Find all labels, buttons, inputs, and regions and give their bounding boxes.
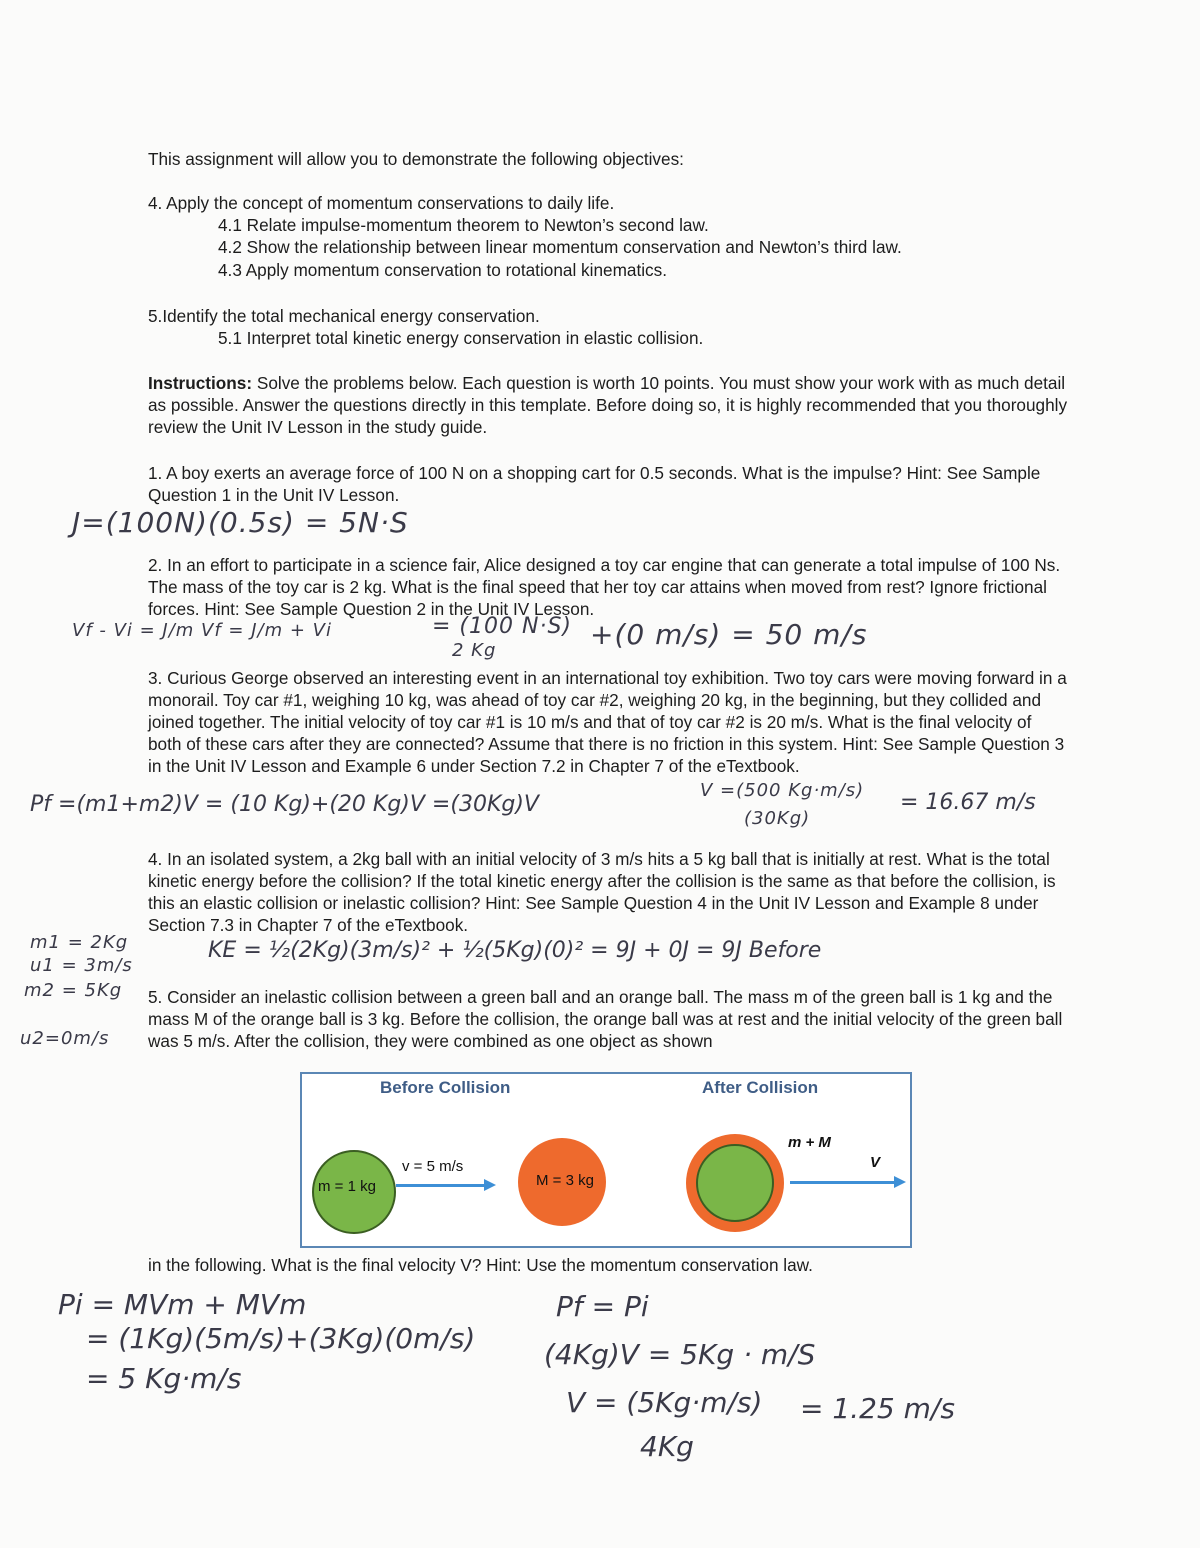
final-velocity-label: V [870,1154,881,1171]
answer-5-equation: (4Kg)V = 5Kg · m/S [544,1338,816,1371]
answer-5-momentum-initial: Pi = MVm + MVm [58,1288,307,1321]
answer-4-kinetic-energy: KE = ½(2Kg)(3m/s)² + ½(5Kg)(0)² = 9J + 0J = 9J Before [208,938,822,963]
answer-5-numerator: V = (5Kg·m/s) [566,1386,763,1419]
question-4: 4. In an isolated system, a 2kg ball with an initial velocity of 3 m/s hits a 5 kg ball that is initially at rest. What is the total kinetic energy before the collision? If the total kinetic energy after the collision is the same as that before the collision, is this an elastic collision or inelastic collision? Hint: See Sample Question 4 in the Unit IV Lesson and Example 8 under Section 7.3 in Chapter 7 of the eTextbook. [148,849,1056,935]
answer-1-handwriting: J=(100N)(0.5s) = 5N·S [72,506,409,539]
answer-5-final-result: = 1.25 m/s [800,1392,955,1425]
answer-4-u2: u2=0m/s [20,1028,110,1049]
objective-5-1: 5.1 Interpret total kinetic energy conservation in elastic collision. [218,328,704,348]
answer-4-m1: m1 = 2Kg [30,932,129,953]
question-3: 3. Curious George observed an interesting event in an international toy exhibition. Two toy cars were moving forward in a monorail. Toy car #1, weighing 10 kg, was ahead of toy car #2, weighing 20 kg, in the beginning, but they collided and joined together. The initial velocity of toy car #1 is 10 m/s and that of toy car #2 is 20 m/s. What is the final velocity of both of these cars after they are connected? Assume that there is no friction in this system. Hint: See Sample Question 3 in the Unit IV Lesson and Example 6 under Section 7.2 in Chapter 7 of the eTextbook. [148,668,1067,776]
answer-5-initial-result: = 5 Kg·m/s [86,1362,242,1395]
objective-4-1: 4.1 Relate impulse-momentum theorem to Newton’s second law. [218,215,709,235]
objectives-intro: This assignment will allow you to demonstrate the following objectives: [148,149,684,169]
answer-5-conservation: Pf = Pi [556,1290,649,1323]
answer-2-result: +(0 m/s) = 50 m/s [590,618,868,651]
question-1: 1. A boy exerts an average force of 100 N on a shopping cart for 0.5 seconds. What is the impulse? Hint: See Sample Question 1 in the Unit IV Lesson. [148,463,1041,505]
answer-2-numerator: = (100 N·S) [432,614,572,639]
answer-3-formula: Pf =(m1+m2)V = (10 Kg)+(20 Kg)V =(30Kg)V [30,792,539,817]
velocity-arrow [396,1184,492,1187]
collision-diagram [300,1072,912,1248]
orange-ball-mass-label: M = 3 kg [536,1172,594,1189]
velocity-label: v = 5 m/s [402,1158,464,1175]
answer-5-substitution: = (1Kg)(5m/s)+(3Kg)(0m/s) [86,1322,476,1355]
answer-2-denominator: 2 Kg [452,640,497,661]
answer-3-result: = 16.67 m/s [900,790,1036,815]
objective-4-3: 4.3 Apply momentum conservation to rotational kinematics. [218,260,668,280]
question-5-part-b: in the following. What is the final velocity V? Hint: Use the momentum conservation law. [148,1255,813,1275]
green-ball-mass-label: m = 1 kg [318,1178,376,1195]
final-velocity-arrow [790,1181,902,1184]
objective-5: 5.Identify the total mechanical energy conservation. [148,306,540,326]
instructions-label: Instructions: [148,373,253,393]
combined-ball-inner [696,1144,774,1222]
objective-4-2: 4.2 Show the relationship between linear momentum conservation and Newton’s third law. [218,237,902,257]
answer-4-m2: m2 = 5Kg [24,980,123,1001]
answer-3-denominator: (30Kg) [744,808,811,829]
question-2: 2. In an effort to participate in a science fair, Alice designed a toy car engine that can generate a total impulse of 100 Ns. The mass of the toy car is 2 kg. What is the final speed that her toy car attains when moved from rest? Ignore frictional forces. Hint: See Sample Question 2 in the Unit IV Lesson. [148,555,1061,619]
answer-5-denominator: 4Kg [640,1430,694,1463]
instructions-text: Solve the problems below. Each question is worth 10 points. You must show your work with as much detail as possible. Answer the questions directly in this template. Before doing so, it is highly recommended that you thoroughly review the Unit IV Lesson in the study guide. [148,373,1068,437]
question-5-part-a: 5. Consider an inelastic collision between a green ball and an orange ball. The mass m of the green ball is 1 kg and the mass M of the orange ball is 3 kg. Before the collision, the orange ball was at rest and the initial velocity of the green ball was 5 m/s. After the collision, they were combined as one object as shown [148,987,1063,1051]
answer-2-formula: Vf - Vi = J/m Vf = J/m + Vi [72,620,332,641]
answer-3-numerator: V =(500 Kg·m/s) [700,780,865,801]
objective-4: 4. Apply the concept of momentum conservations to daily life. [148,193,615,213]
after-collision-title: After Collision [702,1078,819,1097]
before-collision-title: Before Collision [380,1078,511,1097]
combined-mass-label: m + M [788,1134,831,1151]
answer-4-u1: u1 = 3m/s [30,955,133,976]
instructions [148,372,1068,438]
